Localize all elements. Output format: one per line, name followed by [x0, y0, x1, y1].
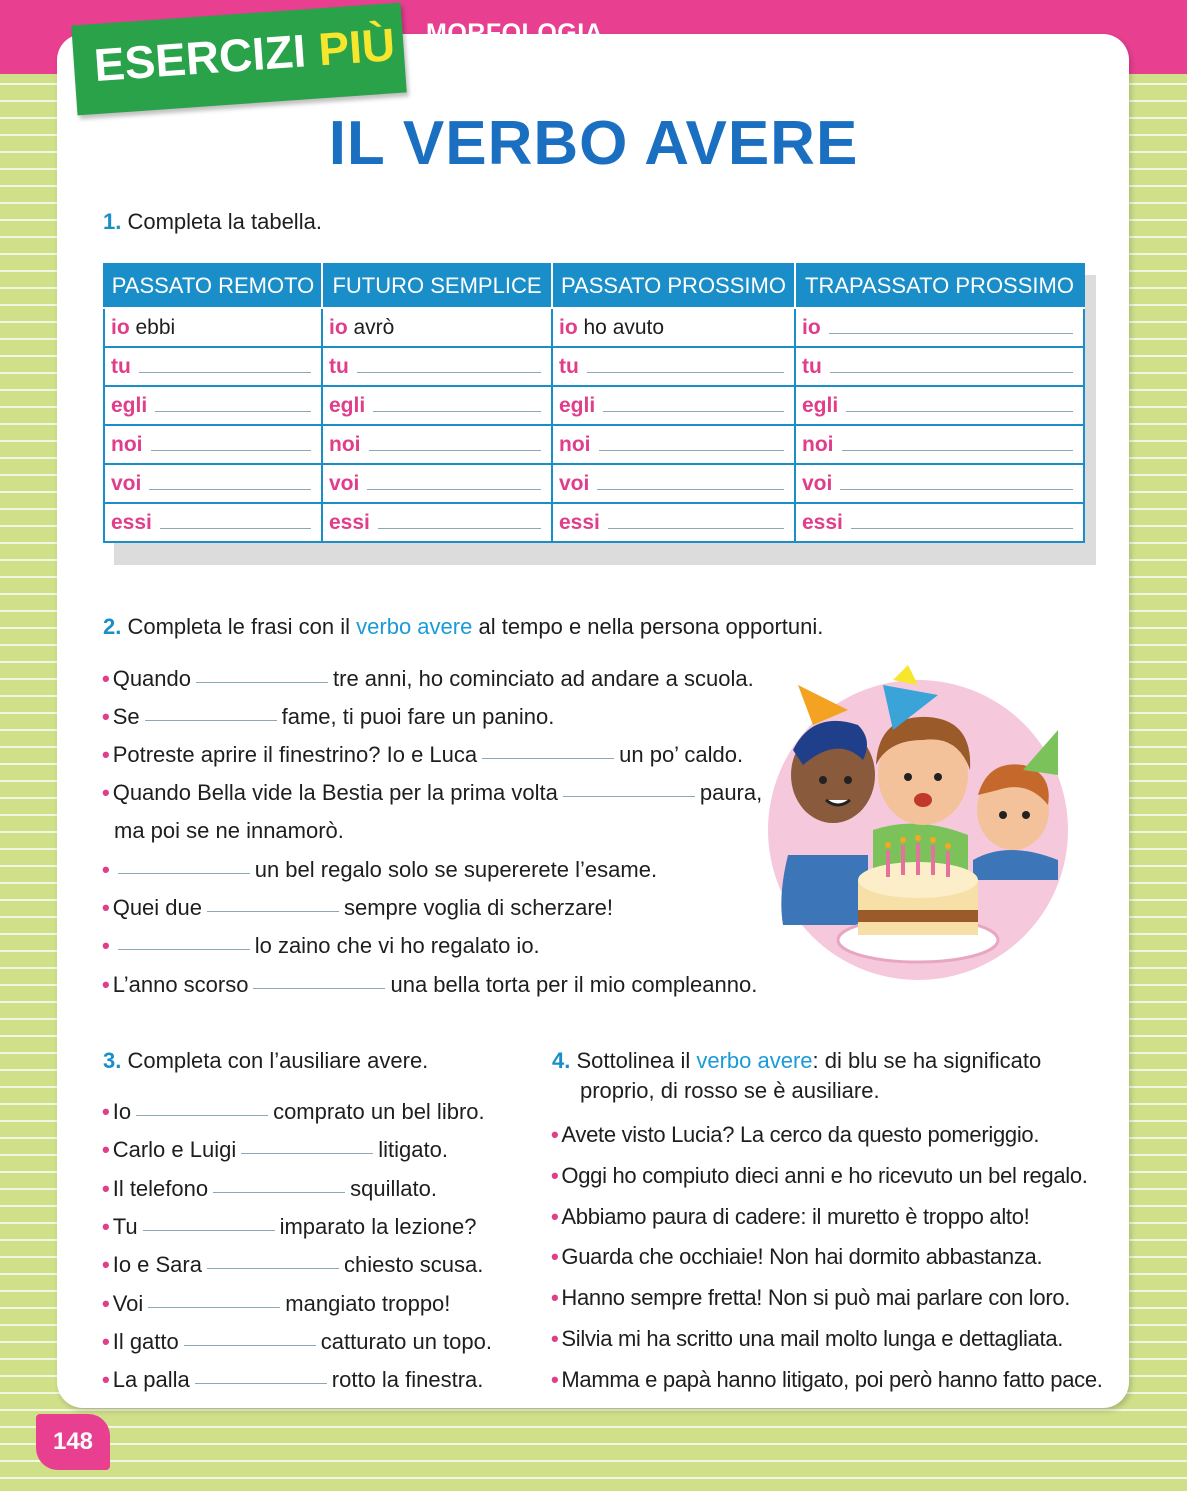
answer-blank[interactable]: [148, 1307, 280, 1308]
pronoun-label: io: [329, 315, 348, 339]
sentence-after: sempre voglia di scherzare!: [344, 895, 614, 920]
pronoun-label: noi: [559, 432, 591, 456]
table-cell: [552, 503, 795, 542]
answer-blank[interactable]: [563, 796, 695, 797]
sentence-item[interactable]: [551, 1324, 1063, 1354]
sentence-text[interactable]: Avete visto Lucia? La cerco da questo pomeriggio.: [561, 1122, 1040, 1147]
answer-blank[interactable]: [603, 395, 784, 412]
answer-blank[interactable]: [367, 473, 541, 490]
bullet: •: [551, 1285, 559, 1311]
sentence-after: un po’ caldo.: [619, 742, 744, 767]
sentence-before: Il gatto: [112, 1328, 179, 1354]
conjugation-table: [103, 263, 1085, 543]
pronoun-label: tu: [329, 354, 349, 378]
sentence-item: [102, 855, 657, 885]
birthday-children-illustration: [758, 655, 1078, 985]
table-header-cell: PASSATO REMOTO: [104, 264, 322, 308]
answer-blank[interactable]: [851, 512, 1073, 529]
sentence-before: Quei due: [112, 895, 202, 920]
table-row: [104, 503, 1084, 542]
badge-highlight: PIÙ: [316, 18, 397, 76]
answer-blank[interactable]: [357, 356, 541, 373]
bullet: •: [551, 1244, 559, 1270]
sentence-after: paura,: [699, 780, 763, 805]
table-header-cell: PASSATO PROSSIMO: [552, 264, 795, 308]
pronoun-label: noi: [329, 432, 361, 456]
sentence-before: Il telefono: [112, 1175, 209, 1201]
pronoun-label: tu: [111, 354, 131, 378]
bullet: •: [102, 780, 110, 805]
bullet: •: [102, 857, 110, 882]
sentence-text[interactable]: Guarda che occhiaie! Non hai dormito abbastanza.: [561, 1244, 1043, 1270]
sentence-item: [102, 970, 757, 1000]
given-form: ho avuto: [577, 315, 665, 339]
sentence-before: La palla: [112, 1367, 190, 1393]
pronoun-label: voi: [329, 471, 360, 495]
answer-blank[interactable]: [196, 682, 328, 683]
sentence-item: [102, 1327, 492, 1357]
answer-blank[interactable]: [207, 911, 339, 912]
exercise4-number: 4.: [552, 1048, 571, 1073]
exercise1-text: Completa la tabella.: [127, 209, 322, 234]
bullet: •: [102, 1137, 110, 1163]
answer-blank[interactable]: [118, 949, 250, 950]
table-cell: [552, 425, 795, 464]
sentence-after: imparato la lezione?: [279, 1213, 477, 1239]
exercise2-number: 2.: [103, 614, 122, 639]
table-cell: [104, 308, 322, 347]
exercise4-text-before: Sottolinea il: [576, 1048, 691, 1073]
sentence-after: tre anni, ho cominciato ad andare a scuola.: [333, 666, 754, 691]
pronoun-label: io: [559, 315, 578, 339]
answer-blank[interactable]: [830, 356, 1073, 373]
answer-blank[interactable]: [118, 873, 250, 874]
sentence-text[interactable]: Oggi ho compiuto dieci anni e ho ricevuto un bel regalo.: [561, 1162, 1088, 1188]
sentence-before: Io e Sara: [112, 1252, 202, 1278]
table-cell: [104, 464, 322, 503]
table-cell: [104, 503, 322, 542]
table-cell: [322, 425, 552, 464]
bullet: •: [102, 1252, 110, 1278]
bullet: •: [551, 1203, 559, 1229]
bullet: •: [102, 1328, 110, 1354]
table-header-cell: TRAPASSATO PROSSIMO: [795, 264, 1084, 308]
answer-blank[interactable]: [145, 720, 277, 721]
answer-blank[interactable]: [136, 1115, 268, 1116]
pronoun-label: egli: [111, 393, 148, 417]
pronoun-label: egli: [559, 393, 596, 417]
sentence-before: Tu: [112, 1213, 138, 1239]
sentence-item: [102, 1097, 485, 1127]
given-form: avrò: [347, 315, 395, 339]
sentence-text[interactable]: Mamma e papà hanno litigato, poi però hanno fatto pace.: [561, 1366, 1103, 1392]
sentence-item[interactable]: [551, 1120, 1039, 1150]
answer-blank[interactable]: [155, 395, 311, 412]
sentence-after: rotto la finestra.: [331, 1367, 484, 1393]
answer-blank[interactable]: [160, 512, 311, 529]
exercise1-instruction: [103, 207, 322, 237]
table-cell: [552, 464, 795, 503]
table-cell: [552, 308, 795, 347]
bullet: •: [102, 895, 110, 920]
table-cell: [322, 464, 552, 503]
table-header-cell: FUTURO SEMPLICE: [322, 264, 552, 308]
pronoun-label: voi: [802, 471, 833, 495]
sentence-after: comprato un bel libro.: [273, 1099, 485, 1124]
pronoun-label: essi: [329, 510, 370, 534]
sentence-item[interactable]: [551, 1161, 1088, 1191]
bullet: •: [102, 1213, 110, 1239]
sentence-item: [102, 1365, 483, 1395]
sentence-item: [102, 702, 554, 732]
bullet: •: [102, 972, 110, 997]
bullet: •: [551, 1366, 559, 1392]
answer-blank[interactable]: [184, 1345, 316, 1346]
answer-blank[interactable]: [253, 988, 385, 989]
pronoun-label: noi: [802, 432, 834, 456]
table-cell: [795, 503, 1084, 542]
sentence-item: [102, 931, 540, 961]
table-row: [104, 308, 1084, 347]
sentence-after: mangiato troppo!: [285, 1290, 451, 1316]
pronoun-label: noi: [111, 432, 143, 456]
table-cell: [322, 308, 552, 347]
table-cell: [795, 425, 1084, 464]
answer-blank[interactable]: [373, 395, 541, 412]
exercise2-highlight: verbo avere: [356, 614, 473, 639]
bullet: •: [551, 1122, 559, 1147]
sentence-after: squillato.: [350, 1175, 437, 1201]
pronoun-label: egli: [802, 393, 839, 417]
answer-blank[interactable]: [846, 395, 1073, 412]
sentence-after: lo zaino che vi ho regalato io.: [254, 933, 540, 958]
answer-blank[interactable]: [840, 473, 1073, 490]
pronoun-label: essi: [559, 510, 600, 534]
bullet: •: [102, 666, 110, 691]
sentence-item: [102, 664, 754, 694]
sentence-before: Potreste aprire il finestrino? Io e Luca: [112, 742, 478, 767]
sentence-before: Quando Bella vide la Bestia per la prima volta: [112, 780, 558, 805]
exercise3-instruction: [103, 1046, 428, 1076]
table-cell: [104, 347, 322, 386]
pronoun-label: io: [802, 315, 821, 339]
table-cell: [552, 347, 795, 386]
sentence-before: Carlo e Luigi: [112, 1137, 237, 1163]
answer-blank[interactable]: [151, 434, 312, 451]
pronoun-label: egli: [329, 393, 366, 417]
pronoun-label: tu: [559, 354, 579, 378]
table-cell: [322, 347, 552, 386]
bullet: •: [102, 1290, 110, 1316]
bullet: •: [102, 1367, 110, 1393]
table-cell: [795, 347, 1084, 386]
sentence-after: una bella torta per il mio compleanno.: [390, 972, 758, 997]
page-title: IL VERBO AVERE: [328, 109, 859, 178]
answer-blank[interactable]: [482, 758, 614, 759]
table-cell: [322, 503, 552, 542]
pronoun-label: essi: [802, 510, 843, 534]
table-row: [104, 386, 1084, 425]
pronoun-label: voi: [111, 471, 142, 495]
sentence-before: Io: [112, 1099, 132, 1124]
sentence-item[interactable]: [551, 1365, 1103, 1395]
answer-blank[interactable]: [599, 434, 785, 451]
bullet: •: [551, 1162, 559, 1188]
answer-blank[interactable]: [139, 356, 311, 373]
sentence-text[interactable]: Silvia mi ha scritto una mail molto lunga e dettagliata.: [561, 1326, 1064, 1351]
sentence-item: [102, 1174, 437, 1204]
table-cell: [795, 464, 1084, 503]
sentence-text[interactable]: Hanno sempre fretta! Non si può mai parlare con loro.: [561, 1285, 1071, 1311]
page-number: 148: [36, 1414, 110, 1470]
answer-blank[interactable]: [149, 473, 311, 490]
answer-blank[interactable]: [378, 512, 541, 529]
sentence-before: L’anno scorso: [112, 972, 249, 997]
exercise4-instruction: [552, 1046, 1041, 1076]
table-cell: [795, 386, 1084, 425]
sentence-item: [102, 1135, 448, 1165]
answer-blank[interactable]: [842, 434, 1074, 451]
answer-blank[interactable]: [597, 473, 784, 490]
answer-blank[interactable]: [143, 1230, 275, 1231]
exercise4-instruction-line2: proprio, di rosso se è ausiliare.: [580, 1078, 880, 1103]
exercise2-text-after: al tempo e nella persona opportuni.: [478, 614, 824, 639]
sentence-text[interactable]: Abbiamo paura di cadere: il muretto è troppo alto!: [561, 1203, 1030, 1229]
sentence-item: [102, 1212, 476, 1242]
sentence-item: [102, 1250, 483, 1280]
table-cell: [552, 386, 795, 425]
sentence-item[interactable]: [551, 1242, 1042, 1272]
sentence-continuation: ma poi se ne innamorò.: [114, 818, 344, 843]
pronoun-label: voi: [559, 471, 590, 495]
answer-blank[interactable]: [829, 317, 1073, 334]
sentence-item: [102, 893, 613, 923]
answer-blank[interactable]: [587, 356, 784, 373]
table-cell: [104, 386, 322, 425]
answer-blank[interactable]: [207, 1268, 339, 1269]
sentence-item: [102, 740, 743, 770]
exercise1-number: 1.: [103, 209, 122, 234]
table-row: [104, 425, 1084, 464]
sentence-after: fame, ti puoi fare un panino.: [281, 704, 555, 729]
pronoun-label: tu: [802, 354, 822, 378]
table-row: [104, 464, 1084, 503]
answer-blank[interactable]: [608, 512, 784, 529]
bullet: •: [102, 742, 110, 767]
sentence-after: litigato.: [378, 1137, 448, 1163]
exercise4-highlight: verbo avere: [696, 1048, 813, 1073]
pronoun-label: io: [111, 315, 130, 339]
sentence-after: chiesto scusa.: [343, 1252, 484, 1278]
exercise3-number: 3.: [103, 1048, 122, 1073]
exercise2-instruction: [103, 612, 823, 642]
sentence-before: Se: [112, 704, 140, 729]
sentence-item[interactable]: [551, 1202, 1029, 1232]
sentence-item: [102, 1289, 450, 1319]
bullet: •: [551, 1326, 559, 1351]
bullet: •: [102, 704, 110, 729]
exercise2-text-before: Completa le frasi con il: [127, 614, 351, 639]
given-form: ebbi: [129, 315, 176, 339]
bullet: •: [102, 933, 110, 958]
table-cell: [322, 386, 552, 425]
sentence-after: catturato un topo.: [320, 1328, 492, 1354]
answer-blank[interactable]: [195, 1383, 327, 1384]
sentence-before: Voi: [112, 1290, 144, 1316]
bullet: •: [102, 1099, 110, 1124]
answer-blank[interactable]: [369, 434, 542, 451]
exercise3-text: Completa con l’ausiliare avere.: [127, 1048, 429, 1073]
exercise4-text-after: : di blu se ha significato: [812, 1048, 1042, 1073]
pronoun-label: essi: [111, 510, 152, 534]
section-topic: MORFOLOGIA: [426, 19, 604, 47]
sentence-after: un bel regalo solo se supererete l’esame.: [254, 857, 658, 882]
sentence-item: [102, 778, 762, 808]
sentence-before: Quando: [112, 666, 191, 691]
badge-word: ESERCIZI: [92, 24, 308, 92]
table-row: [104, 347, 1084, 386]
answer-blank[interactable]: [241, 1153, 373, 1154]
table-cell: [104, 425, 322, 464]
answer-blank[interactable]: [213, 1192, 345, 1193]
bullet: •: [102, 1175, 110, 1201]
sentence-item[interactable]: [551, 1283, 1070, 1313]
table-cell: [795, 308, 1084, 347]
